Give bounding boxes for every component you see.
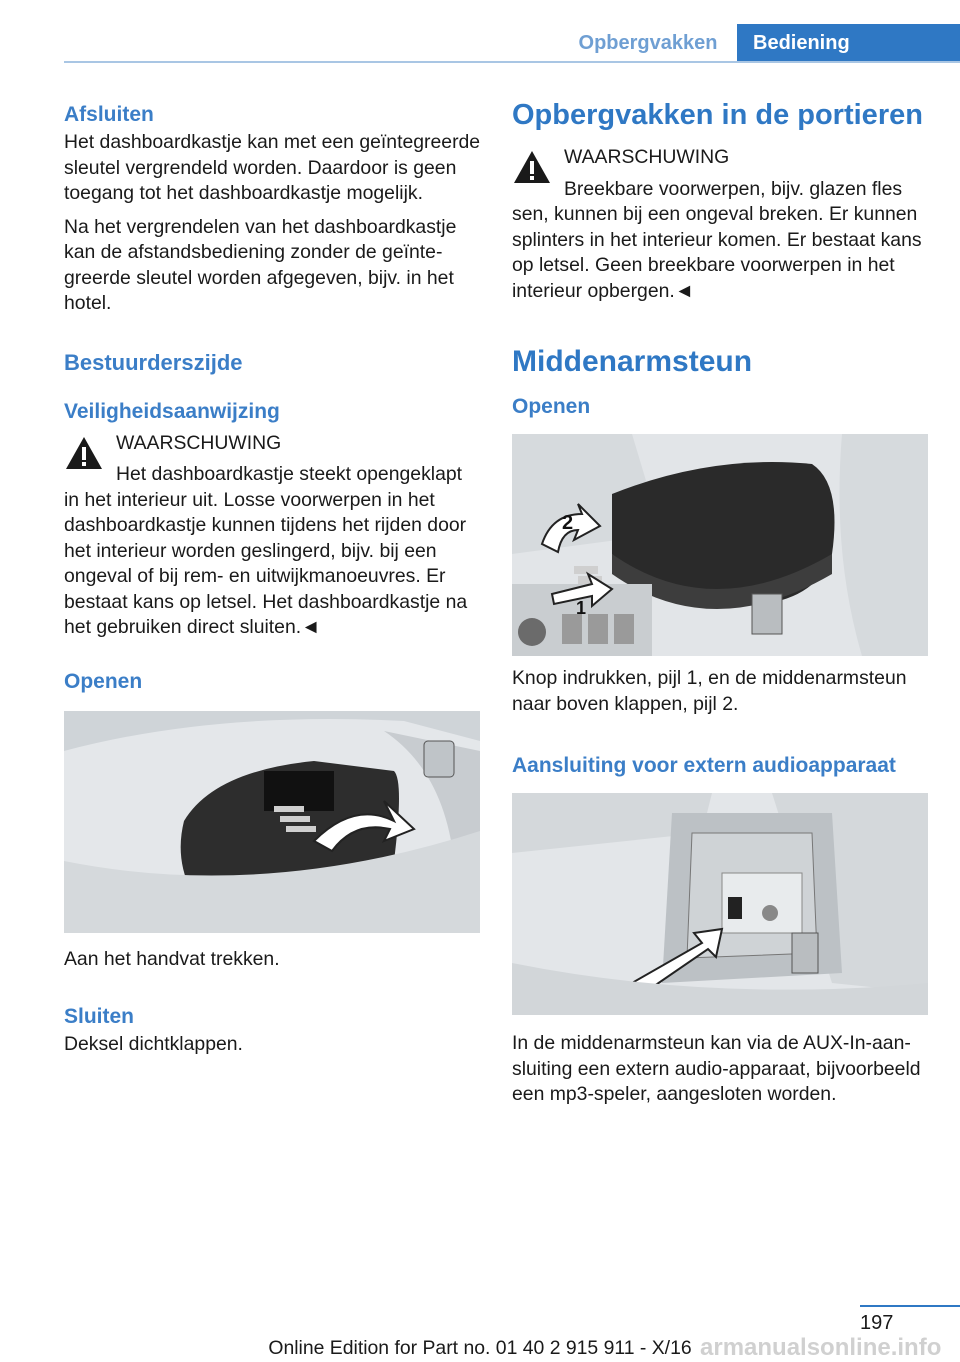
bestuurderszijde-heading: Bestuurderszijde [64,349,243,375]
warning-icon [64,435,104,471]
header-section-tab: Opbergvakken [578,31,718,54]
warning-text: sen, kunnen bij een ongeval breken. Er kunnen splinters in het interieur komen. Er bestaat kans op letsel. Geen breekbare voorwerpen in het interieur opbergen.◄ [512,203,922,302]
warning-icon [512,149,552,185]
warning-block-portieren [512,145,930,304]
audio-heading: Aansluiting voor extern audioapparaat [512,754,896,777]
page-number: 197 [860,1312,894,1334]
armsteun-caption: Knop indrukken, pijl 1, en de middenarmsteun naar boven klappen, pijl 2. [512,667,907,715]
warning-first-line: Het dashboardkastje steekt opengeklapt [116,463,463,485]
warning-first-line: Breekbare voorwerpen, bijv. glazen fles [564,177,903,200]
sluiten-heading: Sluiten [64,1005,135,1028]
arrow-1-label: 1 [576,598,587,618]
header-chapter-tab: Bediening [737,24,960,62]
left-column [64,100,482,1058]
warning-title: WAARSCHUWING [116,431,282,454]
afsluiten-heading: Afsluiten [64,103,154,126]
glovebox-illustration [64,711,480,933]
openen-heading: Openen [64,669,143,693]
aux-illustration [512,793,928,1015]
armrest-figure [512,434,928,656]
warning-text: in het interieur uit. Losse voorwerpen in het dashboardkastje kunnen tijdens het rijden door het interieur worden geslingerd, bijv. bij een ongeval of bij rem- en uitwijkmanoeuvres. Er bestaat kans op letsel. Het dashboardkastje na het gebruiken direct sluiten.◄ [64,488,468,638]
armsteun-heading: Middenarmsteun [512,345,753,378]
right-column [512,100,930,1108]
portieren-heading: Opbergvakken in de portieren [512,99,923,131]
audio-caption: In de middenarmsteun kan via de AUX-In-aansluiting een extern audio-apparaat, bijvoorbeeld een mp3-speler, aangesloten worden. [512,1032,921,1105]
openen-caption: Aan het handvat trekken. [64,947,280,970]
veiligheid-heading: Veiligheidsaanwijzing [64,399,280,423]
header-rule [64,61,960,63]
sluiten-text: Deksel dichtklappen. [64,1033,243,1055]
glovebox-figure [64,711,480,933]
warning-block [64,431,482,641]
edition-footer: Online Edition for Part no. 01 40 2 915 911 - X/16 [268,1337,692,1359]
aux-figure [512,793,928,1015]
warning-title: WAARSCHUWING [564,146,730,168]
watermark: armanualsonline.info [700,1334,942,1361]
armsteun-openen-heading: Openen [512,395,591,418]
arrow-2-label: 2 [562,512,574,534]
armrest-illustration [512,434,928,656]
footer-rule [860,1305,960,1307]
afsluiten-paragraph-2: Na het vergrendelen van het dashboardkastje kan de afstandsbediening zonder de geïntegreerde sleutel worden afgegeven, bijv. in het hotel. [64,215,457,314]
afsluiten-paragraph-1: Het dashboardkastje kan met een geïntegreerde sleutel vergrendeld worden. Daardoor is geen toegang tot het dashboardkastje mogelijk. [64,131,481,204]
